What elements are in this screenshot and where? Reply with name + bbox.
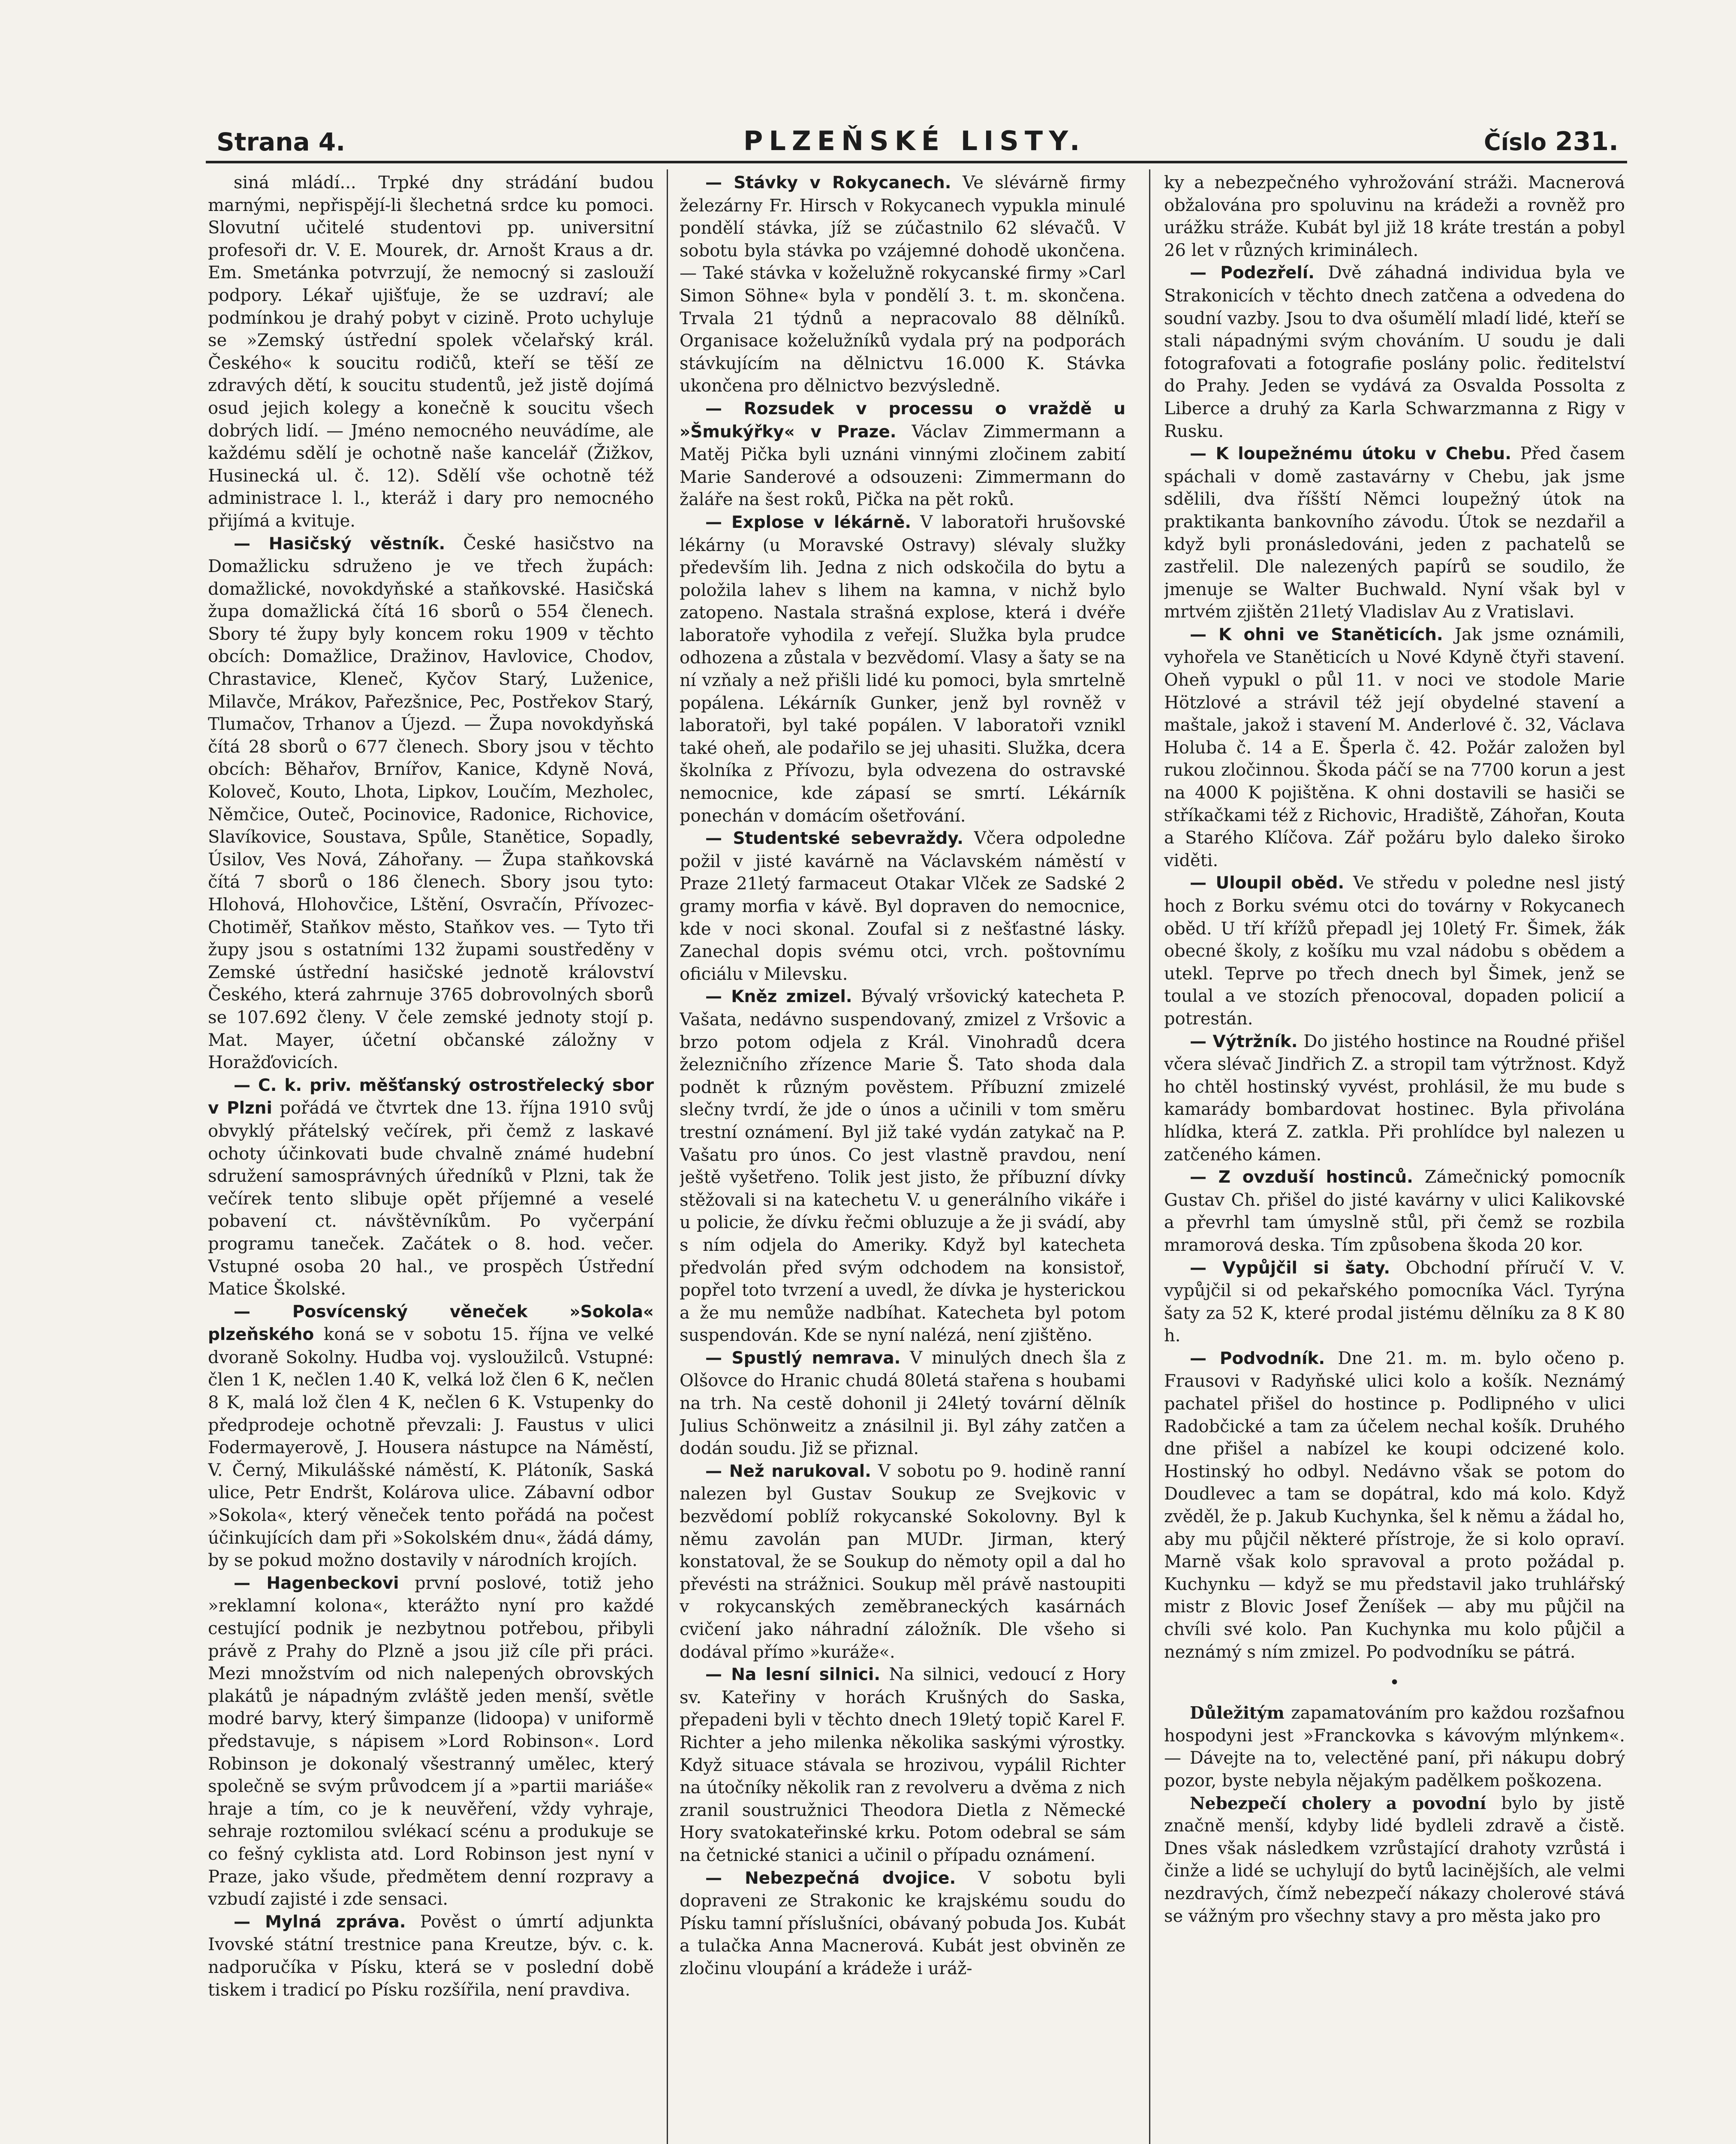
article-body: Obchodní příručí V. V. vypůjčil si od pekařského pomocníka Václ. Tyrýna šaty za 52 K, které prodal jistému dělníku za 8 K 80 h. [1164,1258,1625,1346]
article-body: V sobotu po 9. hodině ranní nalezen byl Gustav Soukup ze Svejkovic v bezvědomí poblíž rokycanské Sokolovny. Byl k němu zavolán pan MUDr. Jirman, který konstatoval, že se Soukup do němoty opil a dal ho převésti na strážnici. Soukup měl právě nastoupiti v rokycanských zeměbraneckých kasárnách cvičení jako náhradní záložník. Dle všeho si dodával přímo »kuráže«. [680,1461,1125,1662]
article-body: Zámečnický pomocník Gustav Ch. přišel do jisté kavárny v ulici Kalikovské a převrhl tam úmyslně stůl, při čemž se rozbila mramorová deska. Tím způsobena škoda 20 kor. [1164,1167,1625,1255]
article-headline: Důležitým [1190,1703,1285,1723]
article-body: Před časem spáchali v domě zastavárny v Chebu, jak jsme sdělili, dva říšští Němci loupežný útok na praktikanta bankovního závodu. Útok se nezdařil a když byli pronásledováni, jeden z pachatelů se zastřelil. Dle nalezených papírů se soudilo, že jmenuje se Walter Buchwald. Nyní však byl v mrtvém zjištěn 21letý Vladislav Au z Vratislavi. [1164,444,1625,622]
article [680,172,1125,397]
article-headline: — K loupežnému útoku v Chebu. [1190,444,1512,464]
article-body: ky a nebezpečného vyhrožování stráži. Macnerová obžalována pro spoluvinu na krádeži a rovněž pro urážku stráže. Kubát byl již 18 kráte trestán a pobyl 26 let v různých kriminálech. [1164,173,1625,260]
article-body: siná mládí... Trpké dny strádání budou marnými, nepřispějí-li šlechetná srdce ku pomoci. Slovutní učitelé studentovi pp. universitní profesoři dr. V. E. Mourek, dr. Arnošt Kraus a dr. Em. Smetánka potvrzují, že nemocný si zaslouží podpory. Lékař ujišťuje, že se uzdraví; ale podmínkou je drahý pobyt v cizině. Proto uchyluje se »Zemský ústřední spolek včelařský král. Českého« k soucitu rodičů, kteří se těší ze zdravých dětí, k soucitu studentů, jež jistě dojímá osud jejich kolegy a konečně k soucitu všech dobrých lidí. — Jméno nemocného neuvádíme, ale každému sdělí je ochotně naše kancelář (Žižkov, Husinecká ul. č. 12). Sdělí vše ochotně též administrace l. l., kteráž i dary pro nemocného přijímá a kvituje. [208,173,654,531]
article [1164,172,1625,262]
header-rule [206,161,1627,163]
article-body: Pověst o úmrtí adjunkta Ivovské státní trestnice pana Kreutze, býv. c. k. nadporučíka v Písku, která se v poslední době tiskem i tradicí po Písku rozšířila, není pravdiva. [208,1912,654,2000]
article-body: pořádá ve čtvrtek dne 13. října 1910 svůj obvyklý přátelský večírek, při čemž z laskavé ochoty účinkovati bude chvalně známé hudební sdružení samosprávných úředníků v Plzni, tak že večírek tento slibuje opět příjemné a veselé pobavení ct. návštěvníkům. Po vyčerpání programu taneček. Začátek o 8. hod. večer. Vstupné osoba 20 hal., ve prospěch Ústřední Matice Školské. [208,1098,654,1299]
article [208,1074,654,1301]
article-headline: — Kněz zmizel. [705,987,852,1007]
article-headline: — Spustlý nemrava. [705,1348,901,1368]
separator-bullet: • [1389,1673,1400,1693]
article-body: Ve slévárně firmy železárny Fr. Hirsch v Rokycanech vypukla minulé pondělí stávka, jíž se zúčastnilo 62 slévačů. V sobotu byla stávka po vzájemné dohodě ukončena. — Také stávka v koželužně rokycanské firmy »Carl Simon Söhne« byla v pondělí 3. t. m. skončena. Trvala 21 týdnů a nepracovalo 88 dělníků. Organisace koželužníků vydala prý na podporách stávkujícím na dělnictvu 16.000 K. Stávka ukončena pro dělnictvo bezvýsledně. [680,173,1125,396]
article-body: zapamatováním pro každou rozšafnou hospodyni jest »Franckovka s kávovým mlýnkem«. — Dávejte na to, velectěné paní, při nákupu dobrý pozor, byste nebyla nějakým padělkem poškozena. [1164,1703,1625,1791]
article [1164,1257,1625,1347]
article [208,1572,654,1911]
article-body: Jak jsme oznámili, vyhořela ve Staněticích u Nové Kdyně čtyři stavení. Oheň vypukl o půl 11. v noci ve stodole Marie Hötzlové a strávil též její obydelné stavení a maštale, jakož i stavení M. Anderlové č. 32, Václava Holuba č. 14 a E. Šperla č. 42. Požár založen byl rukou zločinnou. Škoda páčí se na 7700 korun a jest na 4000 K pojištěna. K ohni dostavili se hasiči se stříkačkami též z Richovic, Hradiště, Záhořan, Kouta a Starého Klíčova. Zář požáru bylo daleko široko viděti. [1164,624,1625,870]
issue-label: Číslo [1484,129,1546,156]
article [680,1460,1125,1663]
article-body: České hasičstvo na Domažlicku sdruženo je ve třech župách: domažlické, novokdyňské a staňkovské. Hasičská župa domažlická čítá 16 sborů o 554 členech. Sbory té župy byly koncem roku 1909 v těchto obcích: Domažlice, Dražinov, Havlovice, Chodov, Chrastavice, Kleneč, Kyčov Starý, Luženice, Milavče, Mrákov, Pařezšnice, Pec, Postřekov Starý, Tlumačov, Trhanov a Újezd. — Župa novokdyňská čítá 28 sborů o 677 členech. Sbory jsou v těchto obcích: Běhařov, Brnířov, Kanice, Kdyně Nová, Koloveč, Kouto, Lhota, Lipkov, Loučím, Mezholec, Němčice, Outeč, Pocinovice, Radonice, Richovice, Slavíkovice, Soustava, Spůle, Stanětice, Sopadly, Úsilov, Ves Nová, Záhořany. — Župa staňkovská čítá 7 sborů o 186 členech. Sbory jsou tyto: Hlohová, Hlohovčice, Lštění, Osvračín, Přívozec-Chotiměř, Staňkov město, Staňkov ves. — Tyto tři župy jsou s ostatními 132 župami soustředěny v Zemské ústřední hasičské jednotě království Českého, která zahrnuje 3765 dobrovolných sborů se 107.692 členy. V čele zemské jednoty stojí p. Mat. Mayer, účetní občanské záložny v Horažďovicích. [208,533,654,1073]
article-headline: — Mylná zpráva. [234,1912,406,1932]
article-body: Ve středu v poledne nesl jistý hoch z Borku svému otci do továrny v Rokycanech oběd. U tří křížů přepadl jej 10letý Fr. Šimek, žák obecné školy, z košíku mu vzal nádobu s obědem a utekl. Teprve po třech dnech byl Šimek, jenž se toulal a ve stozích přenocoval, dopaden policií a potrestán. [1164,873,1625,1029]
article-headline: — Hasičský věstník. [234,534,445,554]
article-headline: — Podezřelí. [1190,263,1315,283]
article-headline: — Rozsudek v processu o vraždě u »Šmukýřky« v Praze. [680,399,1125,442]
article [680,397,1125,511]
article-body: V sobotu byli dopraveni ze Strakonic ke krajskému soudu do Písku tamní příslušníci, obávaný pobuda Jos. Kubát a tulačka Anna Macnerová. Kubát jest obviněn ze zločinu vloupání a krádeže i uráž- [680,1868,1125,1978]
article-headline: — Posvícenský věneček »Sokola« plzeňského [208,1302,654,1345]
article [208,172,654,533]
article-body: Do jistého hostince na Roudné přišel včera slévač Jindřich Z. a stropil tam výtržnost. Když ho chtěl hostinský vyvést, prohlásil, že mu bude s kamarády bombardovat hostinec. Byla přivolána hlídka, která Z. zatkla. Při prohlídce byl nalezen u zatčeného kámen. [1164,1031,1625,1165]
article [1164,1792,1625,1928]
article [680,511,1125,827]
article-headline: — Nebezpečná dvojice. [705,1868,956,1888]
article-headline: — C. k. priv. měšťanský ostrostřelecký sbor v Plzni [208,1075,654,1118]
article-headline: — Vypůjčil si šaty. [1190,1258,1390,1278]
article [1164,1030,1625,1166]
article-body: V laboratoři hrušovské lékárny (u Moravské Ostravy) slévaly služky především lih. Jedna z nich odskočila do bytu a položila lahev s lihem na kamna, v nichž bylo zatopeno. Nastala strašná explose, která i dvéře laboratoře vyhodila z veřejí. Služka byla prudce odhozena a zůstala v bezvědomí. Vlasy a šaty se na ní vzňaly a než přišli lidé ku pomoci, byla smrtelně popálena. Lékárník Gunker, jenž byl rovněž v laboratoři, byl také popálen. V laboratoři vznikl také oheň, ale podařilo se jej uhasiti. Služka, dcera školníka z Přívozu, byla odvezena do ostravské nemocnice, kde zápasí se smrtí. Lékárník ponechán v domácím ošetřování. [680,512,1125,826]
article-headline: — Hagenbeckovi [234,1573,399,1593]
article [1164,443,1625,623]
article [208,533,654,1074]
article-headline: — Než narukoval. [705,1461,871,1481]
column-3 [1164,172,1625,2144]
article-body: V minulých dnech šla z Olšovce do Hranic chudá 80letá stařena s houbami na trh. Na cestě dohonil ji 24letý tovární dělník Julius Schönweitz a znásilnil ji. Byl záhy zatčen a dodán soudu. Již se přiznal. [680,1348,1125,1459]
masthead-title: PLZEŇSKÉ LISTY. [743,125,1086,157]
article [680,1867,1125,1980]
issue-value: 231. [1555,126,1619,157]
article-body: Na silnici, vedoucí z Hory sv. Kateřiny v horách Krušných do Saska, přepadeni byli v těchto dnech 19letý topič Karel F. Richter a jeho milenka několika saskými výrostky. Když situace stávala se hrozivou, vypálil Richter na útočníky několik ran z revolveru a dvěma z nich zranil soustružnici Theodora Dietla z Německé Hory svatokateřinské krku. Potom odebral se sám na četnické stanici a učinil o případu oznámení. [680,1665,1125,1865]
article-headline: — Podvodník. [1190,1349,1325,1368]
article [1164,1702,1625,1792]
article-body: Bývalý vršovický katecheta P. Vašata, nedávno suspendovaný, zmizel z Vršovic a brzo potom odjela z Král. Vinohradů dcera železničního zřízence Marie Š. Tato shoda dala podnět k různým pověstem. Příbuzní zmizelé slečny tvrdí, že jde o únos a učinili v tom směru trestní oznámení. Byl již také vydán zatykač na P. Vašatu pro únos. Co jest vlastně pravdou, není ještě vyšetřeno. Tolik jest jisto, že příbuzní dívky stěžovali si na katechetu V. u generálního vikáře i u policie, že dívku řečmi obluzuje a že ji svádí, aby s ním odjela do Ameriky. Když byl katecheta předvolán před svým odchodem na konsistoř, popřel toto tvrzení a uvedl, že dívka je hysterickou a že mu nemůže nadbíhat. Katecheta byl potom suspendován. Kde se nyní nalézá, není zjištěno. [680,987,1125,1346]
article [208,1301,654,1572]
article [680,985,1125,1347]
article-headline: — Stávky v Rokycanech. [705,173,951,193]
article-headline: Nebezpečí cholery a povodní [1190,1793,1486,1813]
article-body: koná se v sobotu 15. října ve velké dvoraně Sokolny. Hudba voj. vysloužilců. Vstupné: člen 1 K, nečlen 1.40 K, velká lož člen 6 K, nečlen 8 K, malá lož člen 4 K, nečlen 6 K. Vstupenky do předprodeje ochotně převzali: J. Faustus v ulici Fodermayerově, J. Housera nástupce na Náměstí, V. Černý, Mikulášské náměstí, K. Plátoník, Saská ulice, Petr Endršt, Kolárova ulice. Zábavní odbor »Sokola«, který věneček tento pořádá na počest účinkujících dam při »Sokolském dnu«, žádá dámy, by se pokud možno dostavily v národních krojích. [208,1325,654,1571]
article-body: první poslové, totiž jeho »reklamní kolona«, kterážto nyní pro každé cestující podnik je nezbytnou potřebou, přibyli právě z Prahy do Plzně a jsou již cíle při práci. Mezi množstvím od nich nalepených obrovských plakátů je nápadným zvláště jeden menší, světle modré barvy, který šimpanze (lidoopa) v uniformě představuje, s nápisem »Lord Robinson«. Lord Robinson je dokonalý všestranný umělec, který společně se svým průvodcem jí a »partii mariáše« hraje a tím, co je k neuvěření, vždy vyhraje, sehraje roztomilou svlékací scénu a produkuje se co fešný cyklista atd. Lord Robinson jest nyní v Praze, jako všude, předmětem denní rozpravy a vzbudí zajisté i zde sensaci. [208,1573,654,1909]
page-header [217,109,1619,157]
article-body: bylo by jistě značně menší, kdyby lidé bydleli zdravě a čistě. Dnes však následkem vzrůstající drahoty vzrůstá i činže a lidé se uchylují do bytů lacinějších, ale velmi nezdravých, čímž nebezpečí nákazy cholerové stává se vážným pro všechny stavy a pro města jako pro [1164,1793,1625,1926]
article-body: Včera odpoledne požil v jisté kavárně na Václavském náměstí v Praze 21letý farmaceut Otakar Vlček ze Sadské 2 gramy morfia v kávě. Byl dopraven do nemocnice, kde v noci skonal. Zoufal si z nešťastné lásky. Zanechal dopis svému otci, vrch. poštovnímu oficiálu v Milevsku. [680,828,1125,984]
article-headline: — Z ovzduší hostinců. [1190,1168,1413,1187]
article-headline: — K ohni ve Staněticích. [1190,625,1443,644]
article-body: Dne 21. m. m. bylo očeno p. Frausovi v Radyňské ulici kolo a košík. Neznámý pachatel přišel do hostince p. Podlipného v ulici Radobčické a tam za účelem nechal košík. Druhého dne přišel a nabízel ke koupi odcizené kolo. Hostinský ho odbyl. Nedávno však se potom do Doudlevec a tam se dopátral, kdo má kolo. Když zvěděl, že p. Jakub Kuchynka, šel k němu a žádal ho, aby mu půjčil některé přístroje, že si kolo opraví. Marně však kolo spravoval a proto požádal p. Kuchynku — když se mu představil jako truhlářský mistr z Blovic Josef Ženíšek — aby mu půjčil na chvíli své kolo. Pan Kuchynka mu kolo půjčil a neznámý s ním zmizel. Po podvodníku se pátrá. [1164,1348,1625,1662]
article-headline: — Na lesní silnici. [705,1665,881,1685]
article [1164,623,1625,872]
article-body: Dvě záhadná individua byla ve Strakonicích v těchto dnech zatčena a odvedena do soudní vazby. Jsou to dva ošumělí mladí lidé, kteří se stali nápadnými svým chováním. U soudu je dali fotografovati a fotografie poslány polic. ředitelství do Prahy. Jeden se vydává za Osvalda Possolta z Liberce a druhý za Karla Schwarzmanna z Rigy v Rusku. [1164,263,1625,441]
article-headline: — Uloupil oběd. [1190,873,1345,893]
article-headline: — Výtržník. [1190,1032,1298,1051]
column-divider [1149,169,1150,2144]
column-1 [208,172,654,2144]
article-body: Václav Zimmermann a Matěj Pička byli uznáni vinnými zločinem zabití Marie Sanderové a odsouzeni: Zimmermann do žaláře na šest roků, Pička na pět roků. [680,422,1125,510]
article [680,827,1125,985]
article-headline: — Explose v lékárně. [705,512,912,532]
article [680,1663,1125,1867]
article [1164,1166,1625,1256]
article [1164,872,1625,1030]
article [208,1911,654,2001]
column-2 [680,172,1125,2144]
issue-number [1484,126,1619,157]
page-number: Strana 4. [217,127,346,157]
column-divider [667,169,668,2144]
article [1164,262,1625,443]
article [1164,1347,1625,1663]
article-headline: — Studentské sebevraždy. [705,829,964,849]
article [680,1347,1125,1460]
